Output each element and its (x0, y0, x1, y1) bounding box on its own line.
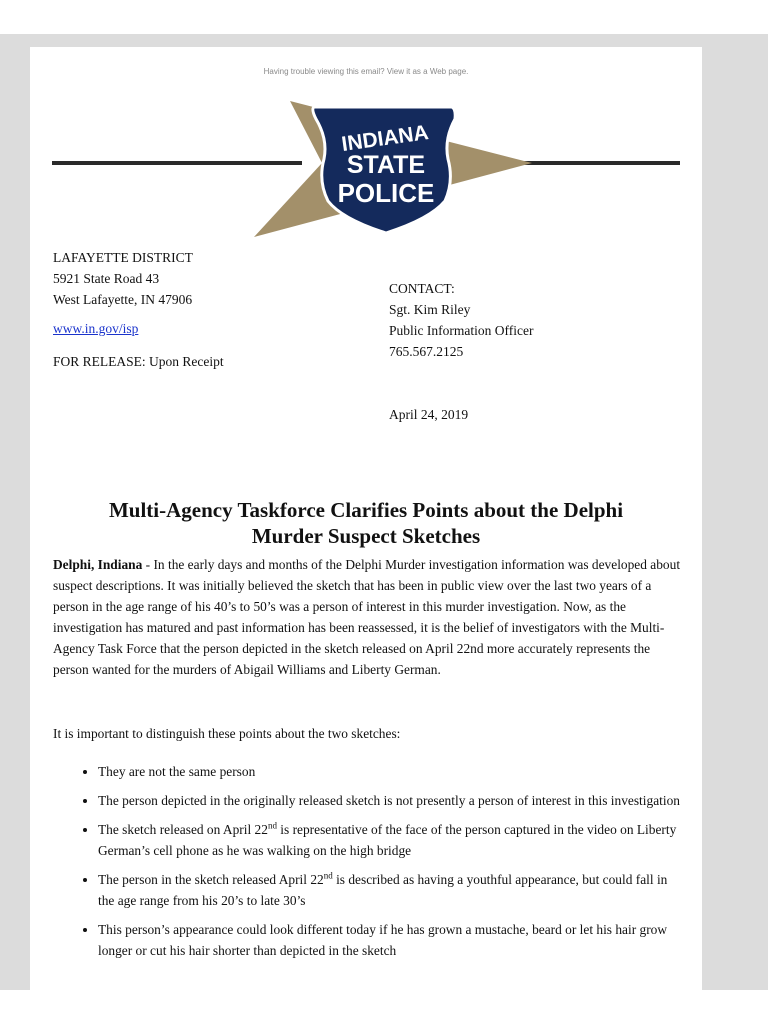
trouble-viewing-text: Having trouble viewing this email? (263, 67, 385, 76)
press-release-sheet (30, 47, 702, 990)
website-link[interactable]: www.in.gov/isp (53, 321, 139, 336)
bottom-margin (0, 990, 768, 1024)
list-item (98, 761, 683, 782)
street-address: 5921 State Road 43 (53, 271, 160, 286)
release-notice: FOR RELEASE: Upon Receipt (53, 354, 224, 369)
point-text: is representative of the face of the person captured in the video on Liberty German’s cell phone as he was walking on the high bridge (98, 822, 677, 858)
logo-text-state: STATE (346, 151, 426, 179)
headline-line-1: Multi-Agency Taskforce Clarifies Points about the Delphi (108, 498, 624, 522)
list-item (98, 919, 683, 961)
points-intro: It is important to distinguish these points about the two sketches: (53, 726, 401, 741)
list-item (98, 819, 683, 861)
list-item (98, 869, 683, 911)
top-margin (0, 0, 768, 34)
point-text: The person in the sketch released April 22 (98, 872, 324, 887)
contact-title: Public Information Officer (389, 323, 534, 338)
point-text: The sketch released on April 22 (98, 822, 268, 837)
point-text: They are not the same person (98, 764, 256, 779)
ordinal-suffix: nd (323, 870, 333, 881)
indiana-state-police-logo (52, 97, 682, 237)
body-paragraph (53, 554, 681, 680)
district-name: LAFAYETTE DISTRICT (53, 250, 193, 265)
body-text: - In the early days and months of the Delphi Murder investigation information was developed about suspect descriptions. It was initially believed the sketch that has been in public view over the last two years of a person in the age range of his 40’s to 50’s was a person of interest in this murder investigation. Now, as the investigation has matured and past information has been reassessed, it is the belief of investigators with the Multi-Agency Task Force that the person depicted in the sketch released on April 22nd more accurately represents the person wanted for the murders of Abigail Williams and Liberty German. (53, 557, 681, 677)
contact-label: CONTACT: (389, 281, 455, 296)
contact-phone: 765.567.2125 (389, 344, 464, 359)
contact-block (389, 278, 533, 362)
dateline: Delphi, Indiana (53, 557, 143, 572)
point-text: is described as having a youthful appearance, but could fall in the age range from his 20’s to late 30’s (98, 872, 668, 908)
sender-address-block (53, 247, 193, 339)
list-item (98, 790, 683, 811)
point-text: This person’s appearance could look different today if he has grown a mustache, beard or let his hair grow longer or cut his hair shorter than depicted in the sketch (98, 922, 668, 958)
sketch-points-list (53, 761, 683, 969)
ordinal-suffix: nd (267, 820, 277, 831)
point-text: The person depicted in the originally released sketch is not presently a person of interest in this investigation (98, 793, 680, 808)
view-as-web-page-link[interactable]: View it as a Web page. (386, 67, 469, 76)
contact-name: Sgt. Kim Riley (389, 302, 471, 317)
headline-line-2: Murder Suspect Sketches (251, 524, 481, 548)
city-state-zip: West Lafayette, IN 47906 (53, 292, 193, 307)
logo-text-indiana: INDIANA (340, 121, 431, 157)
view-in-browser-notice (30, 67, 702, 76)
release-date: April 24, 2019 (389, 407, 469, 422)
press-release-headline (30, 497, 702, 549)
logo-text-police: POLICE (337, 178, 435, 208)
